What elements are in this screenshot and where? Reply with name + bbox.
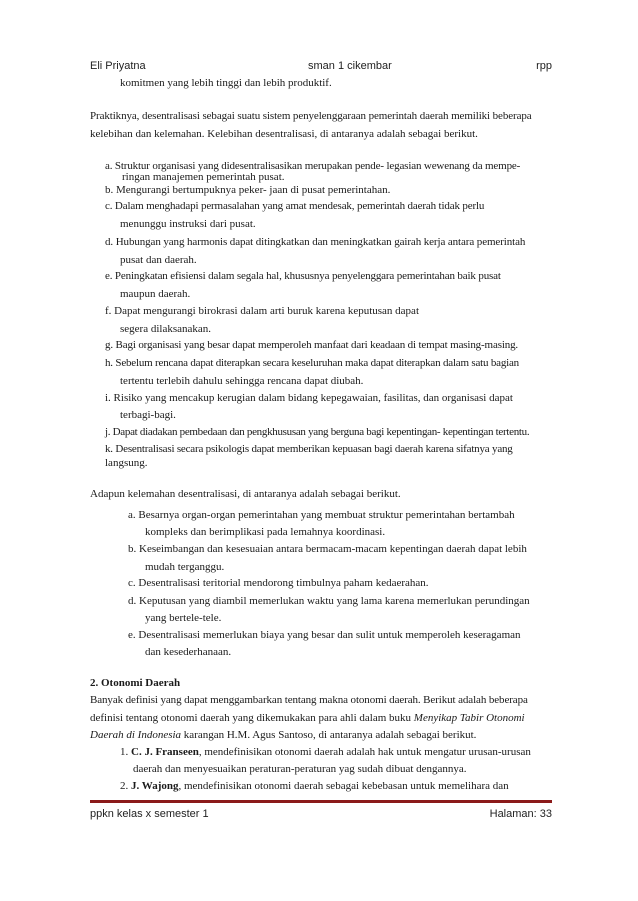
list-item-line: maupun daerah. (120, 288, 191, 300)
list-item-line: f. Dapat mengurangi birokrasi dalam arti buruk karena keputusan dapat (105, 305, 419, 317)
list-item-line: g. Bagi organisasi yang besar dapat memperoleh manfaat dari keadaan di tempat masing-masing. (105, 339, 519, 351)
page-number: Halaman: 33 (489, 808, 552, 820)
definition-item: 1. C. J. Franseen, mendefinisikan otonomi daerah adalah hak untuk mengatur urusan-urusan (120, 746, 531, 758)
intro-continuation: komitmen yang lebih tinggi dan lebih produktif. (120, 77, 332, 89)
header-school: sman 1 cikembar (308, 60, 392, 72)
footer-course: ppkn kelas x semester 1 (90, 808, 209, 820)
expert-name: C. J. Franseen (131, 746, 199, 758)
book-title: Menyikap Tabir Otonomi (413, 712, 525, 724)
list-item-line: kompleks dan berimplikasi pada lemahnya koordinasi. (145, 526, 386, 538)
list-item-line: e. Peningkatan efisiensi dalam segala hal, khususnya penyelenggara pemerintahan baik pusat (105, 270, 501, 282)
definition-item: 2. J. Wajong, mendefinisikan otonomi daerah sebagai kebebasan untuk memelihara dan (120, 780, 509, 792)
list-item-line: b. Mengurangi bertumpuknya peker- jaan di pusat pemerintahan. (105, 184, 391, 196)
header-doc-type: rpp (536, 60, 552, 72)
list-item-line: i. Risiko yang mencakup kerugian dalam bidang kepegawaian, fasilitas, dan organisasi dapat (105, 392, 513, 404)
paragraph-line: Banyak definisi yang dapat menggambarkan tentang makna otonomi daerah. Berikut adalah beberapa (90, 694, 528, 706)
section-heading: 2. Otonomi Daerah (90, 677, 181, 689)
paragraph-line: kelebihan dan kelemahan. Kelebihan desentralisasi, di antaranya adalah sebagai berikut. (90, 128, 478, 140)
header-author: Eli Priyatna (90, 60, 146, 72)
page-footer (90, 808, 552, 824)
list-item-line: k. Desentralisasi secara psikologis dapat memberikan kepuasan bagi daerah karena sifatnya yang (105, 443, 513, 455)
list-item-line: menunggu instruksi dari pusat. (120, 218, 256, 230)
list-item-line: d. Keputusan yang diambil memerlukan waktu yang lama karena memerlukan perundingan (128, 595, 530, 607)
list-item-line: d. Hubungan yang harmonis dapat ditingkatkan dan meningkatkan gairah kerja antara pemerintah (105, 236, 526, 248)
list-item-line: dan kesederhanaan. (145, 646, 232, 658)
list-item-line: c. Dalam menghadapi permasalahan yang amat mendesak, pemerintah daerah tidak perlu (105, 200, 485, 212)
expert-name: J. Wajong (131, 780, 179, 792)
list-item-line: tertentu terlebih dahulu sehingga rencana dapat diubah. (120, 375, 364, 387)
list-item-line: ringan manajemen pemerintah pusat. (122, 171, 285, 183)
list-item-line: mudah terganggu. (145, 561, 225, 573)
list-item-line: pusat dan daerah. (120, 254, 197, 266)
list-item-line: a. Besarnya organ-organ pemerintahan yang membuat struktur pemerintahan bertambah (128, 509, 515, 521)
page-header (90, 60, 552, 76)
list-item-line: yang bertele-tele. (145, 612, 222, 624)
definition-item-line: daerah dan menyesuaikan peraturan-peraturan yag sudah dibuat dengannya. (133, 763, 467, 775)
list-item-line: j. Dapat diadakan pembedaan dan pengkhususan yang berguna bagi kepentingan- kepentingan tertentu. (105, 426, 530, 438)
list-item-line: h. Sebelum rencana dapat diterapkan secara keseluruhan maka dapat diterapkan dalam satu bagian (105, 357, 519, 369)
list-item-line: b. Keseimbangan dan kesesuaian antara bermacam-macam kepentingan daerah dapat lebih (128, 543, 527, 555)
footer-rule (90, 800, 552, 803)
paragraph-line: Praktiknya, desentralisasi sebagai suatu sistem penyelenggaraan pemerintah daerah memiliki beberapa (90, 110, 532, 122)
list-item-line: segera dilaksanakan. (120, 323, 212, 335)
book-title: Daerah di Indonesia (90, 729, 182, 741)
paragraph-line: definisi tentang otonomi daerah yang dikemukakan para ahli dalam buku Menyikap Tabir Otonomi (90, 712, 525, 724)
list-item-line: c. Desentralisasi teritorial mendorong timbulnya paham kedaerahan. (128, 577, 429, 589)
paragraph-line: Adapun kelemahan desentralisasi, di antaranya adalah sebagai berikut. (90, 488, 401, 500)
list-item-line: langsung. (105, 457, 148, 469)
list-item-line: e. Desentralisasi memerlukan biaya yang besar dan sulit untuk memperoleh keseragaman (128, 629, 521, 641)
list-item-line: terbagi-bagi. (120, 409, 176, 421)
list-item-line: a. Struktur organisasi yang didesentralisasikan merupakan pende- legasian wewenang da mempe- (105, 160, 521, 172)
paragraph-line: Daerah di Indonesia karangan H.M. Agus Santoso, di antaranya adalah sebagai berikut. (90, 729, 477, 741)
